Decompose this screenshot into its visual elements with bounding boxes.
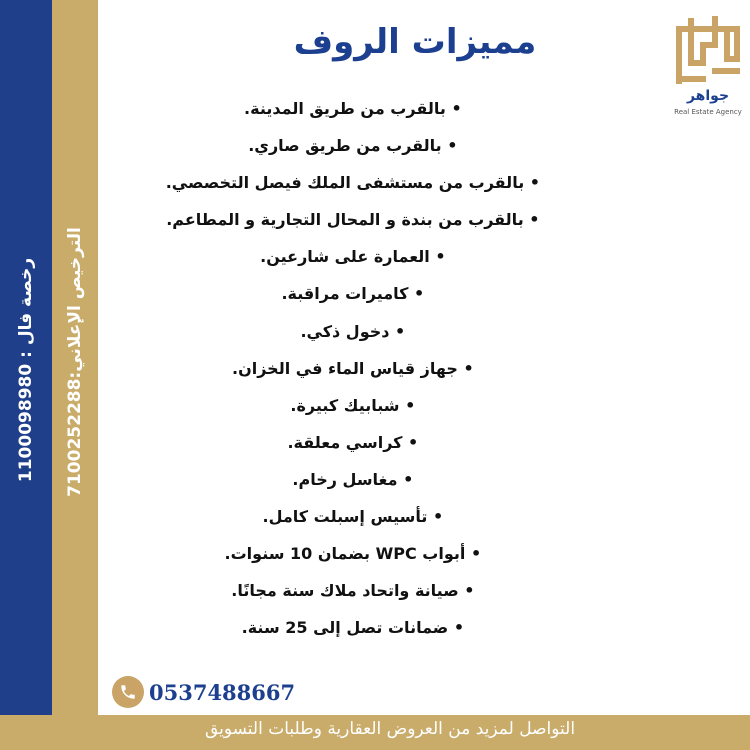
- list-item: • كراسي معلقة.: [287, 432, 419, 452]
- list-item: • أبواب WPC بضمان 10 سنوات.: [224, 544, 482, 564]
- svg-text:جواهر: جواهر: [686, 88, 730, 104]
- phone-contact[interactable]: [112, 674, 295, 710]
- list-item: • مغاسل رخام.: [292, 469, 414, 489]
- list-item: • شبابيك كبيرة.: [290, 395, 416, 415]
- list-item: • ضمانات تصل إلى 25 سنة.: [241, 618, 465, 638]
- list-item: • العمارة على شارعين.: [260, 247, 446, 267]
- list-item: • بالقرب من مستشفى الملك فيصل التخصصي.: [165, 173, 540, 193]
- list-item: • بالقرب من بندة و المحال التجارية و المطاعم.: [166, 210, 540, 230]
- list-item: • تأسيس إسبلت كامل.: [262, 507, 444, 527]
- page-title: مميزات الروف: [293, 22, 537, 62]
- list-item: • كاميرات مراقبة.: [281, 284, 425, 304]
- footer-text: التواصل لمزيد من العروض العقارية وطلبات التسويق: [204, 719, 576, 739]
- list-item: • بالقرب من طريق المدينة.: [244, 99, 462, 118]
- list-item: • دخول ذكي.: [300, 321, 406, 341]
- building-logo-icon: [672, 12, 744, 120]
- phone-icon: [112, 676, 144, 708]
- fal-license-number: رخصة فال : 1100098980: [16, 257, 36, 483]
- svg-text:Real Estate Agency: Real Estate Agency: [674, 108, 742, 116]
- list-item: • صيانة واتحاد ملاك سنة مجانًا.: [231, 581, 475, 601]
- phone-number[interactable]: 0537488667: [149, 679, 296, 705]
- list-item: • جهاز قياس الماء في الخزان.: [231, 358, 474, 378]
- list-item: • بالقرب من طريق صاري.: [248, 136, 458, 156]
- company-logo: [672, 12, 744, 120]
- features-list: [166, 90, 540, 646]
- ad-license-number: الترخيص الإعلاني:7100252288: [65, 227, 85, 497]
